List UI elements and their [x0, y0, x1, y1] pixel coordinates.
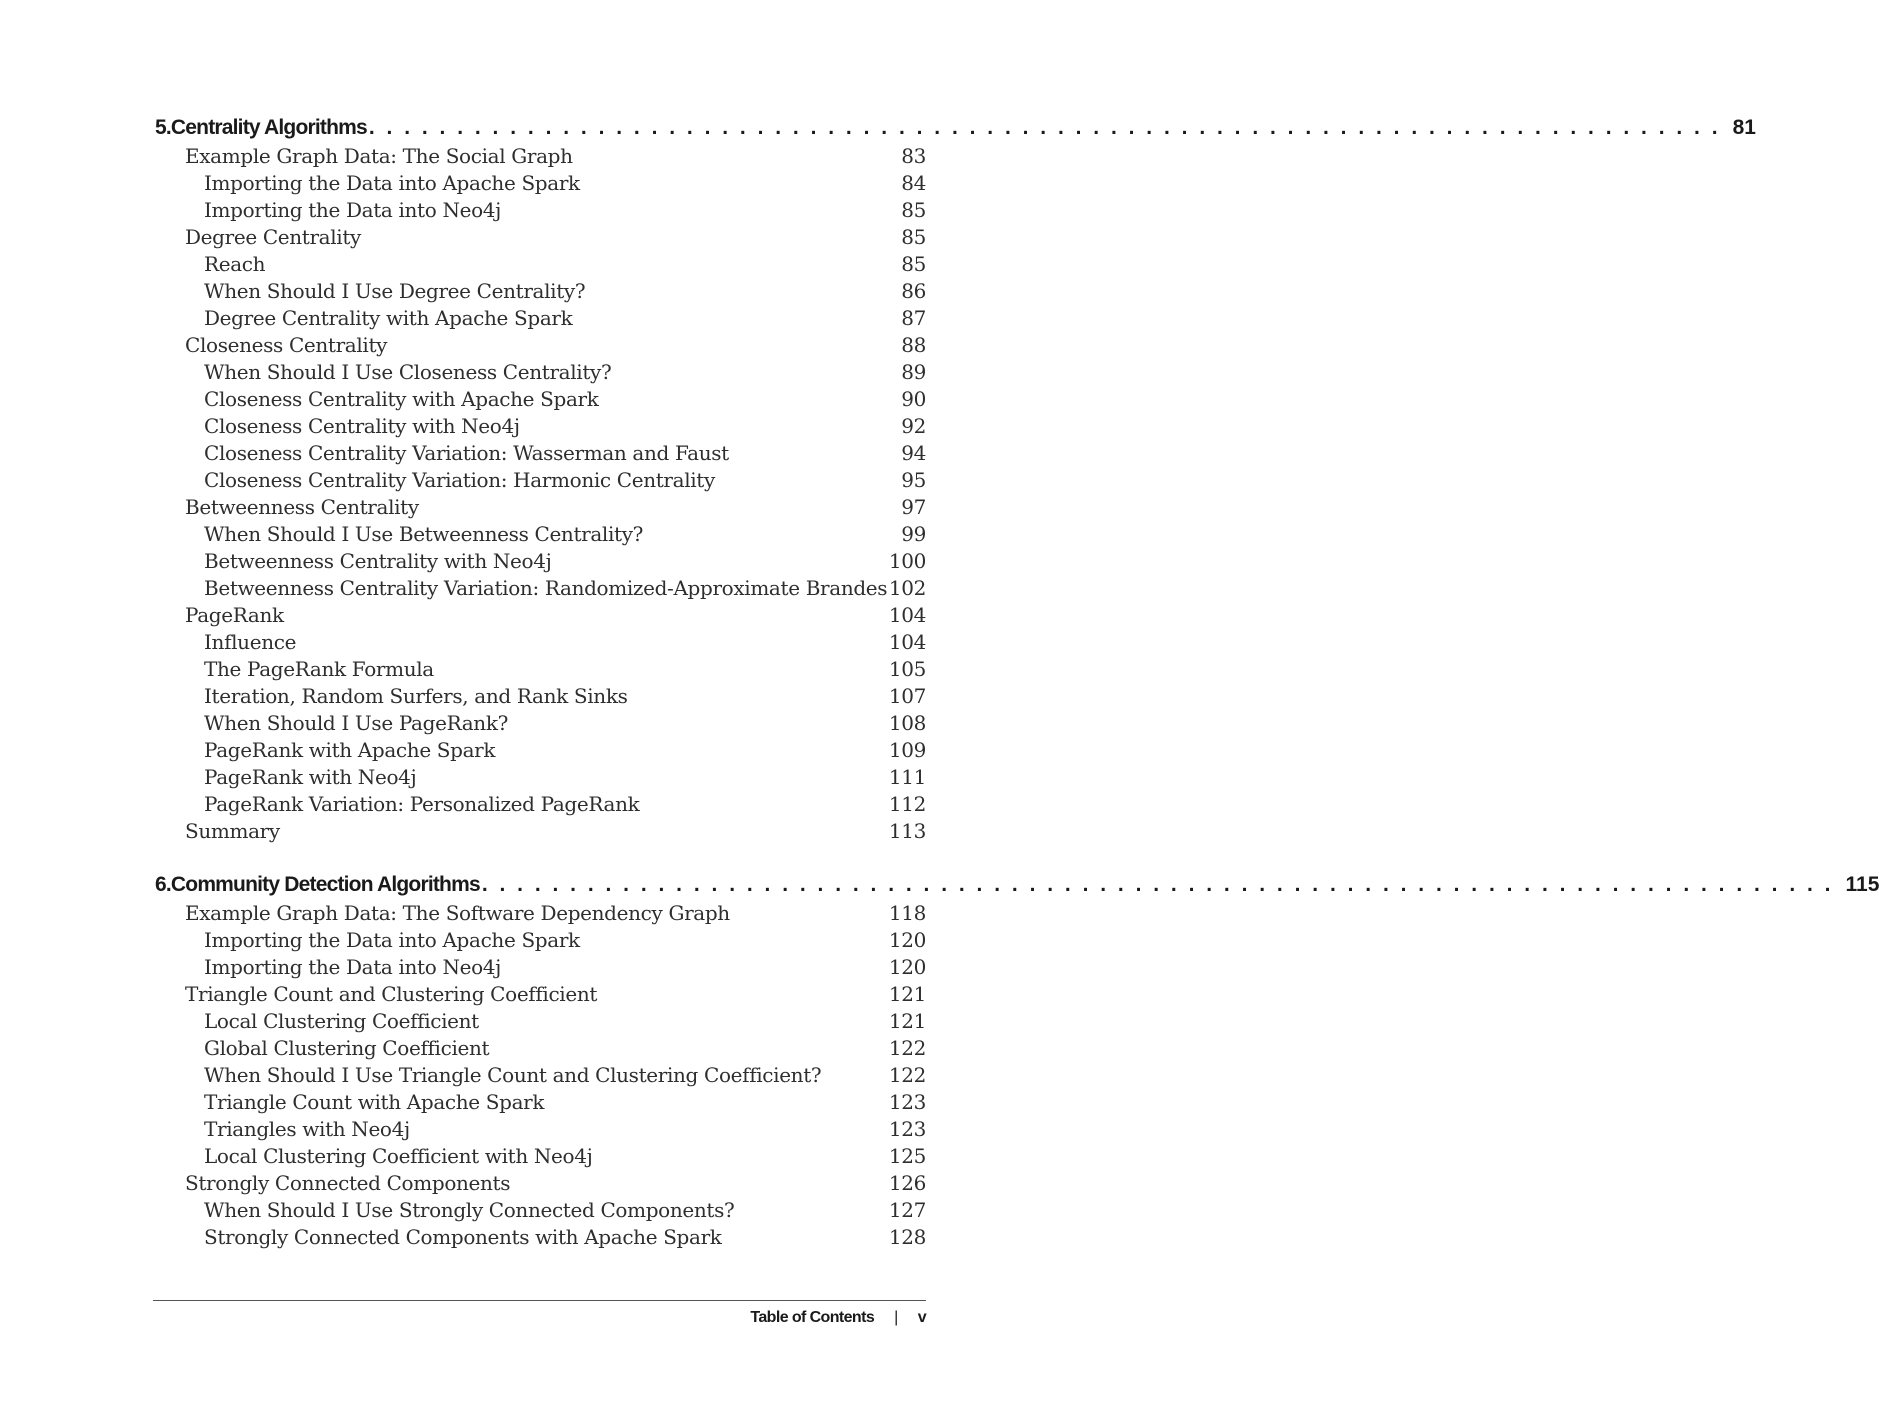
chapter-heading[interactable]	[155, 116, 1756, 140]
entry-title: Summary	[185, 819, 280, 843]
entry-title: Importing the Data into Neo4j	[204, 198, 501, 222]
entry-title: When Should I Use Triangle Count and Clustering Coefficient?	[204, 1063, 822, 1087]
entry-page-number: 99	[901, 522, 926, 546]
toc-subsection-entry[interactable]	[204, 413, 926, 440]
entry-title: Closeness Centrality with Neo4j	[204, 414, 520, 438]
chapter-title: Community Detection Algorithms	[170, 873, 480, 896]
entry-page-number: 107	[888, 684, 926, 708]
entry-title: When Should I Use Closeness Centrality?	[204, 360, 612, 384]
entry-page-number: 121	[888, 982, 926, 1006]
entry-title: PageRank with Apache Spark	[204, 738, 496, 762]
toc-subsection-entry[interactable]	[204, 1116, 926, 1143]
entry-page-number: 104	[888, 630, 926, 654]
toc-section-entry[interactable]	[185, 143, 926, 170]
entry-title: Importing the Data into Apache Spark	[204, 171, 580, 195]
entry-title: Example Graph Data: The Social Graph	[185, 144, 573, 168]
entry-title: Closeness Centrality with Apache Spark	[204, 387, 599, 411]
toc-subsection-entry[interactable]	[204, 927, 926, 954]
entry-page-number: 102	[888, 576, 926, 600]
entry-title: Betweenness Centrality with Neo4j	[204, 549, 552, 573]
toc-subsection-entry[interactable]	[204, 1089, 926, 1116]
entry-title: Closeness Centrality Variation: Harmonic Centrality	[204, 468, 715, 492]
entry-title: Closeness Centrality	[185, 333, 388, 357]
entry-page-number: 109	[888, 738, 926, 762]
entry-title: PageRank	[185, 603, 284, 627]
entry-page-number: 120	[888, 955, 926, 979]
toc-subsection-entry[interactable]	[204, 656, 926, 683]
entry-page-number: 122	[888, 1063, 926, 1087]
entry-page-number: 122	[888, 1036, 926, 1060]
toc-subsection-entry[interactable]	[204, 710, 926, 737]
entry-title: Importing the Data into Neo4j	[204, 955, 501, 979]
entry-page-number: 95	[901, 468, 926, 492]
toc-subsection-entry[interactable]	[204, 575, 926, 602]
toc-section-entry[interactable]	[185, 981, 926, 1008]
entry-title: PageRank Variation: Personalized PageRank	[204, 792, 640, 816]
toc-subsection-entry[interactable]	[204, 1197, 926, 1224]
page-footer	[750, 1309, 926, 1327]
toc-subsection-entry[interactable]	[204, 1035, 926, 1062]
toc-subsection-entry[interactable]	[204, 1224, 926, 1251]
dot-leader: . . . . . . . . . . . . . . . . . . . . . . . . . . . . . . . . . . . . . . . . . . . . . . . . . . . . . . . . . . . . . . . . . . . . . . . . . . . . .	[368, 116, 1721, 139]
toc-subsection-entry[interactable]	[204, 683, 926, 710]
entry-title: Reach	[204, 252, 266, 276]
entry-title: When Should I Use Betweenness Centrality?	[204, 522, 644, 546]
toc-subsection-entry[interactable]	[204, 764, 926, 791]
toc-section-entry[interactable]	[185, 494, 926, 521]
entry-page-number: 83	[901, 144, 926, 168]
entry-title: Degree Centrality	[185, 225, 361, 249]
entry-title: Strongly Connected Components	[185, 1171, 511, 1195]
toc-subsection-entry[interactable]	[204, 197, 926, 224]
toc-subsection-entry[interactable]	[204, 1143, 926, 1170]
entry-page-number: 84	[901, 171, 926, 195]
toc-subsection-entry[interactable]	[204, 791, 926, 818]
entry-page-number: 100	[888, 549, 926, 573]
entry-title: Betweenness Centrality	[185, 495, 419, 519]
entry-page-number: 111	[888, 765, 926, 789]
toc-subsection-entry[interactable]	[204, 521, 926, 548]
entry-page-number: 125	[888, 1144, 926, 1168]
toc-subsection-entry[interactable]	[204, 170, 926, 197]
toc-section-entry[interactable]	[185, 224, 926, 251]
entry-title: Triangle Count with Apache Spark	[204, 1090, 545, 1114]
entry-page-number: 97	[901, 495, 926, 519]
entry-page-number: 94	[901, 441, 926, 465]
toc-subsection-entry[interactable]	[204, 440, 926, 467]
dot-leader: . . . . . . . . . . . . . . . . . . . . . . . . . . . . . . . . . . . . . . . . . . . . . . . . . . . . . . . . . . . . . . . . . . . . . . . . . . . . .	[481, 873, 1834, 896]
entry-page-number: 89	[901, 360, 926, 384]
entry-title: Influence	[204, 630, 297, 654]
toc-section-entry[interactable]	[185, 1170, 926, 1197]
footer-page-number: v	[917, 1309, 926, 1326]
chapter-page-number: 115	[1845, 873, 1879, 896]
entry-title: Local Clustering Coefficient with Neo4j	[204, 1144, 593, 1168]
footer-label: Table of Contents	[750, 1309, 875, 1326]
toc-subsection-entry[interactable]	[204, 1008, 926, 1035]
entry-title: Triangles with Neo4j	[204, 1117, 410, 1141]
entry-page-number: 127	[888, 1198, 926, 1222]
entry-title: Strongly Connected Components with Apache Spark	[204, 1225, 722, 1249]
toc-subsection-entry[interactable]	[204, 386, 926, 413]
toc-section-entry[interactable]	[185, 900, 926, 927]
entry-page-number: 104	[888, 603, 926, 627]
toc-subsection-entry[interactable]	[204, 278, 926, 305]
entry-page-number: 85	[901, 252, 926, 276]
chapter-number: 5.	[155, 116, 171, 139]
toc-subsection-entry[interactable]	[204, 629, 926, 656]
chapter-page-number: 81	[1732, 116, 1756, 139]
toc-subsection-entry[interactable]	[204, 1062, 926, 1089]
toc-subsection-entry[interactable]	[204, 954, 926, 981]
entry-page-number: 118	[888, 901, 926, 925]
entry-page-number: 105	[888, 657, 926, 681]
entry-title: Closeness Centrality Variation: Wasserman and Faust	[204, 441, 729, 465]
entry-title: Iteration, Random Surfers, and Rank Sinks	[204, 684, 628, 708]
footer-separator: |	[894, 1309, 898, 1326]
entry-title: Betweenness Centrality Variation: Randomized-Approximate Brandes	[204, 576, 888, 600]
entry-page-number: 123	[888, 1090, 926, 1114]
entry-page-number: 87	[901, 306, 926, 330]
entry-title: When Should I Use Strongly Connected Components?	[204, 1198, 735, 1222]
entry-page-number: 85	[901, 198, 926, 222]
entry-title: Degree Centrality with Apache Spark	[204, 306, 573, 330]
entry-title: Local Clustering Coefficient	[204, 1009, 479, 1033]
toc-subsection-entry[interactable]	[204, 467, 926, 494]
chapter-heading[interactable]	[155, 873, 1879, 897]
entry-page-number: 112	[888, 792, 926, 816]
entry-title: Importing the Data into Apache Spark	[204, 928, 580, 952]
entry-page-number: 123	[888, 1117, 926, 1141]
toc-subsection-entry[interactable]	[204, 251, 926, 278]
toc-subsection-entry[interactable]	[204, 737, 926, 764]
entry-title: PageRank with Neo4j	[204, 765, 417, 789]
toc-section-entry[interactable]	[185, 602, 926, 629]
entry-page-number: 90	[901, 387, 926, 411]
entry-title: When Should I Use PageRank?	[204, 711, 508, 735]
toc-subsection-entry[interactable]	[204, 305, 926, 332]
entry-title: The PageRank Formula	[204, 657, 434, 681]
entry-page-number: 85	[901, 225, 926, 249]
footer-rule	[153, 1300, 926, 1301]
entry-title: When Should I Use Degree Centrality?	[204, 279, 586, 303]
entry-page-number: 126	[888, 1171, 926, 1195]
chapter-title: Centrality Algorithms	[170, 116, 367, 139]
entry-page-number: 120	[888, 928, 926, 952]
toc-section-entry[interactable]	[185, 332, 926, 359]
entry-title: Example Graph Data: The Software Dependency Graph	[185, 901, 730, 925]
entry-title: Global Clustering Coefficient	[204, 1036, 490, 1060]
chapter-number: 6.	[155, 873, 171, 896]
entry-page-number: 121	[888, 1009, 926, 1033]
entry-page-number: 88	[901, 333, 926, 357]
entry-title: Triangle Count and Clustering Coefficient	[185, 982, 598, 1006]
entry-page-number: 113	[888, 819, 926, 843]
entry-page-number: 92	[901, 414, 926, 438]
toc-subsection-entry[interactable]	[204, 548, 926, 575]
entry-page-number: 108	[888, 711, 926, 735]
toc-section-entry[interactable]	[185, 818, 926, 845]
toc-subsection-entry[interactable]	[204, 359, 926, 386]
entry-page-number: 86	[901, 279, 926, 303]
entry-page-number: 128	[888, 1225, 926, 1249]
